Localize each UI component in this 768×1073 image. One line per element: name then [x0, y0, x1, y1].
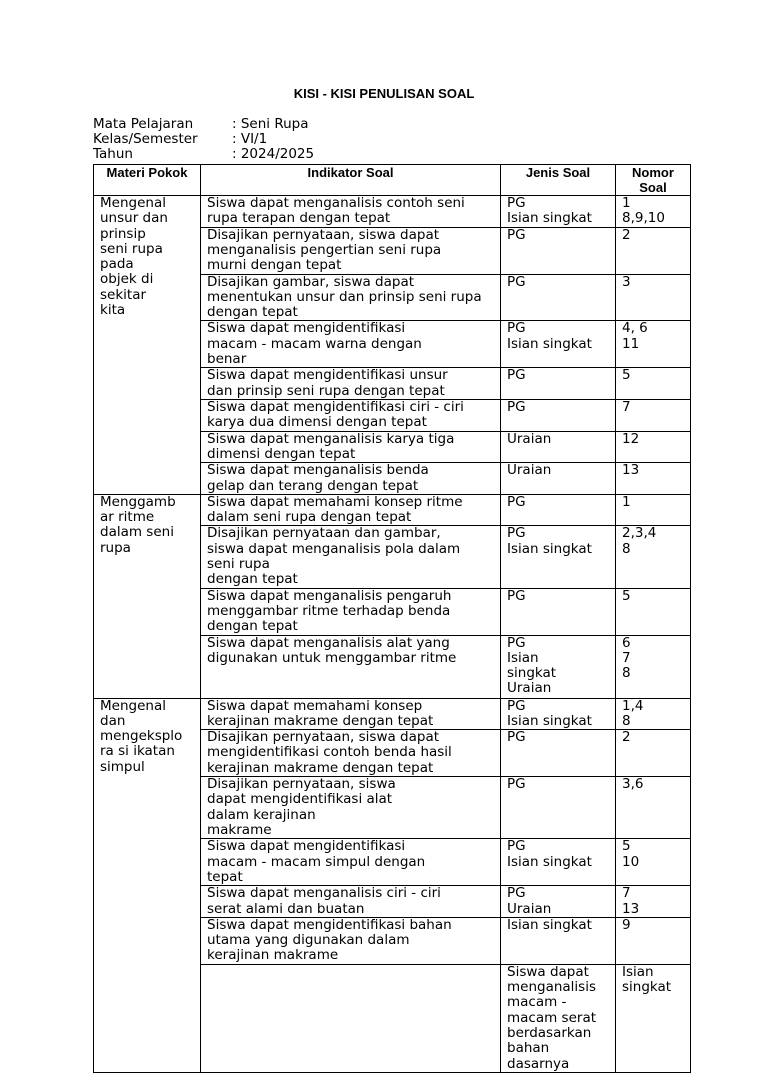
nomor-cell: 1,4 8	[616, 698, 691, 730]
indikator-cell: Siswa dapat memahami konsep ritme dalam seni rupa dengan tepat	[201, 494, 501, 526]
meta-row-class	[93, 132, 314, 147]
jenis-cell: PG Isian singkat	[501, 196, 616, 228]
jenis-cell: PG	[501, 274, 616, 321]
indikator-cell: Disajikan pernyataan, siswa dapat mengidentifikasi contoh benda hasil kerajinan makrame dengan tepat	[201, 730, 501, 777]
jenis-cell: PG	[501, 227, 616, 274]
meta-row-year	[93, 147, 314, 162]
indikator-cell: Siswa dapat menganalisis benda gelap dan terang dengan tepat	[201, 463, 501, 495]
nomor-cell: 5	[616, 588, 691, 635]
nomor-cell: 7	[616, 400, 691, 432]
jenis-cell: PG Isian singkat	[501, 526, 616, 588]
nomor-cell: 2	[616, 730, 691, 777]
jenis-cell: Uraian	[501, 463, 616, 495]
nomor-cell: 1 8,9,10	[616, 196, 691, 228]
indikator-cell: Siswa dapat mengidentifikasi macam - macam warna dengan benar	[201, 321, 501, 368]
jenis-cell: PG Isian singkat	[501, 321, 616, 368]
meta-label: Tahun	[93, 146, 133, 162]
meta-row-subject	[93, 117, 314, 132]
nomor-cell: 3,6	[616, 777, 691, 839]
header-jenis: Jenis Soal	[501, 165, 616, 196]
jenis-cell: Isian singkat	[501, 917, 616, 964]
indikator-cell: Disajikan pernyataan, siswa dapat menganalisis pengertian seni rupa murni dengan tepat	[201, 227, 501, 274]
jenis-cell: PG Isian singkat Uraian	[501, 635, 616, 698]
indikator-cell: Disajikan gambar, siswa dapat menentukan unsur dan prinsip seni rupa dengan tepat	[201, 274, 501, 321]
jenis-cell: PG	[501, 730, 616, 777]
nomor-cell: 5	[616, 368, 691, 400]
page-title: KISI - KISI PENULISAN SOAL	[293, 86, 475, 101]
indikator-cell: Siswa dapat mengidentifikasi unsur dan prinsip seni rupa dengan tepat	[201, 368, 501, 400]
meta-value: : VI/1	[232, 131, 268, 147]
jenis-cell: PG	[501, 368, 616, 400]
header-indikator: Indikator Soal	[201, 165, 501, 196]
table-row	[94, 494, 691, 526]
table-row	[94, 196, 691, 228]
nomor-cell: 1	[616, 494, 691, 526]
nomor-cell: 2	[616, 227, 691, 274]
meta-value: : Seni Rupa	[232, 116, 309, 132]
materi-cell: Menggamb ar ritme dalam seni rupa	[94, 494, 201, 698]
meta-label: Mata Pelajaran	[93, 116, 194, 132]
indikator-cell: Disajikan pernyataan, siswa dapat mengidentifikasi alat dalam kerajinan makrame	[201, 777, 501, 839]
indikator-cell: Siswa dapat mengidentifikasi ciri - ciri karya dua dimensi dengan tepat	[201, 400, 501, 432]
jenis-cell: PG	[501, 777, 616, 839]
materi-cell: Mengenal unsur dan prinsip seni rupa pada objek di sekitar kita	[94, 196, 201, 495]
table-header-row	[94, 165, 691, 196]
nomor-cell: 7 13	[616, 886, 691, 918]
nomor-cell: 3	[616, 274, 691, 321]
indikator-cell: Siswa dapat mengidentifikasi macam - macam simpul dengan tepat	[201, 839, 501, 886]
nomor-cell: 13	[616, 463, 691, 495]
nomor-cell: 12	[616, 431, 691, 463]
jenis-cell: Uraian	[501, 431, 616, 463]
nomor-cell: 4, 6 11	[616, 321, 691, 368]
indikator-cell: Disajikan pernyataan dan gambar, siswa dapat menganalisis pola dalam seni rupa dengan tepat	[201, 526, 501, 588]
indikator-cell: Siswa dapat menganalisis karya tiga dimensi dengan tepat	[201, 431, 501, 463]
indikator-cell: Siswa dapat memahami konsep kerajinan makrame dengan tepat	[201, 698, 501, 730]
kisi-table	[93, 164, 691, 1073]
table-row	[94, 698, 691, 730]
jenis-cell: PG	[501, 400, 616, 432]
nomor-cell: 5 10	[616, 839, 691, 886]
jenis-cell: Isian singkat	[616, 964, 691, 1072]
jenis-cell: PG	[501, 588, 616, 635]
jenis-cell: PG	[501, 494, 616, 526]
indikator-cell: Siswa dapat menganalisis macam - macam serat berdasarkan bahan dasarnya	[501, 964, 616, 1072]
materi-cell	[201, 964, 501, 1072]
jenis-cell: PG Isian singkat	[501, 698, 616, 730]
nomor-cell: 9	[616, 917, 691, 964]
indikator-cell: Siswa dapat mengidentifikasi bahan utama yang digunakan dalam kerajinan makrame	[201, 917, 501, 964]
indikator-cell: Siswa dapat menganalisis ciri - ciri serat alami dan buatan	[201, 886, 501, 918]
header-nomor: Nomor Soal	[616, 165, 691, 196]
meta-label: Kelas/Semester	[93, 131, 198, 147]
indikator-cell: Siswa dapat menganalisis contoh seni rupa terapan dengan tepat	[201, 196, 501, 228]
document-meta	[93, 117, 314, 162]
materi-cell: Mengenal dan mengeksplo ra si ikatan simpul	[94, 698, 201, 1072]
indikator-cell: Siswa dapat menganalisis pengaruh menggambar ritme terhadap benda dengan tepat	[201, 588, 501, 635]
indikator-cell: Siswa dapat menganalisis alat yang digunakan untuk menggambar ritme	[201, 635, 501, 698]
nomor-cell: 6 7 8	[616, 635, 691, 698]
header-materi: Materi Pokok	[94, 165, 201, 196]
jenis-cell: PG Isian singkat	[501, 839, 616, 886]
meta-value: : 2024/2025	[232, 146, 315, 162]
nomor-cell: 2,3,4 8	[616, 526, 691, 588]
jenis-cell: PG Uraian	[501, 886, 616, 918]
